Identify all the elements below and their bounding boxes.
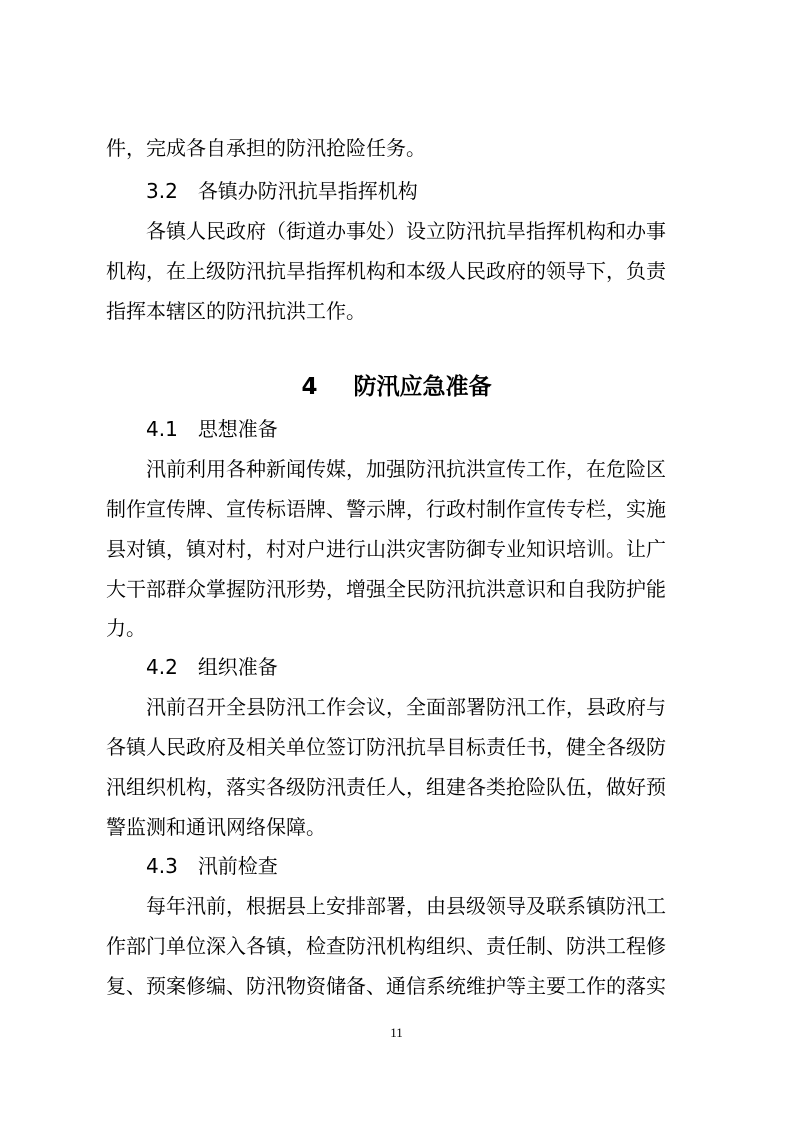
- paragraph-line: 指挥本辖区的防汛抗洪工作。: [106, 299, 366, 323]
- section-title: 各镇办防汛抗旱指挥机构: [197, 179, 418, 203]
- paragraph-line: 汛组织机构，落实各级防汛责任人，组建各类抢险队伍，做好预: [106, 775, 666, 799]
- section-heading-4-1: [146, 409, 278, 449]
- paragraph-line: 力。: [106, 616, 146, 640]
- section-heading-3-2: [146, 171, 418, 211]
- paragraph-line: 复、预案修编、防汛物资储备、通信系统维护等主要工作的落实: [106, 974, 666, 998]
- paragraph-line: 作部门单位深入各镇，检查防汛机构组织、责任制、防洪工程修: [106, 934, 666, 958]
- page-number: 11: [390, 1025, 403, 1040]
- section-title: 组织准备: [197, 655, 278, 679]
- paragraph-line: 大干部群众掌握防汛形势，增强全民防汛抗洪意识和自我防护能: [106, 577, 666, 601]
- paragraph-line: 县对镇，镇对村，村对户进行山洪灾害防御专业知识培训。让广: [106, 537, 666, 561]
- section-number: 4.1: [146, 417, 178, 441]
- paragraph-line: 汛前召开全县防汛工作会议，全面部署防汛工作，县政府与: [146, 695, 666, 719]
- section-title: 思想准备: [197, 417, 278, 441]
- paragraph-line: 汛前利用各种新闻传媒，加强防汛抗洪宣传工作，在危险区: [146, 457, 666, 481]
- section-title: 汛前检查: [197, 854, 278, 878]
- paragraph-line: 机构，在上级防汛抗旱指挥机构和本级人民政府的领导下，负责: [106, 259, 666, 283]
- paragraph-line: 警监测和通讯网络保障。: [106, 815, 326, 839]
- section-heading-4-2: [146, 647, 278, 687]
- paragraph-line: 各镇人民政府（街道办事处）设立防汛抗旱指挥机构和办事: [146, 219, 666, 243]
- chapter-number: 4: [301, 374, 318, 400]
- chapter-heading-4: [0, 365, 793, 409]
- paragraph-line: 各镇人民政府及相关单位签订防汛抗旱目标责任书，健全各级防: [106, 735, 666, 759]
- paragraph-line: 件，完成各自承担的防汛抢险任务。: [106, 136, 426, 160]
- paragraph-line: 制作宣传牌、宣传标语牌、警示牌，行政村制作宣传专栏，实施: [106, 497, 666, 521]
- chapter-title: 防汛应急准备: [353, 374, 492, 400]
- section-number: 4.3: [146, 854, 178, 878]
- section-heading-4-3: [146, 846, 278, 886]
- section-number: 4.2: [146, 655, 178, 679]
- section-number: 3.2: [146, 179, 178, 203]
- paragraph-line: 每年汛前，根据县上安排部署，由县级领导及联系镇防汛工: [146, 894, 666, 918]
